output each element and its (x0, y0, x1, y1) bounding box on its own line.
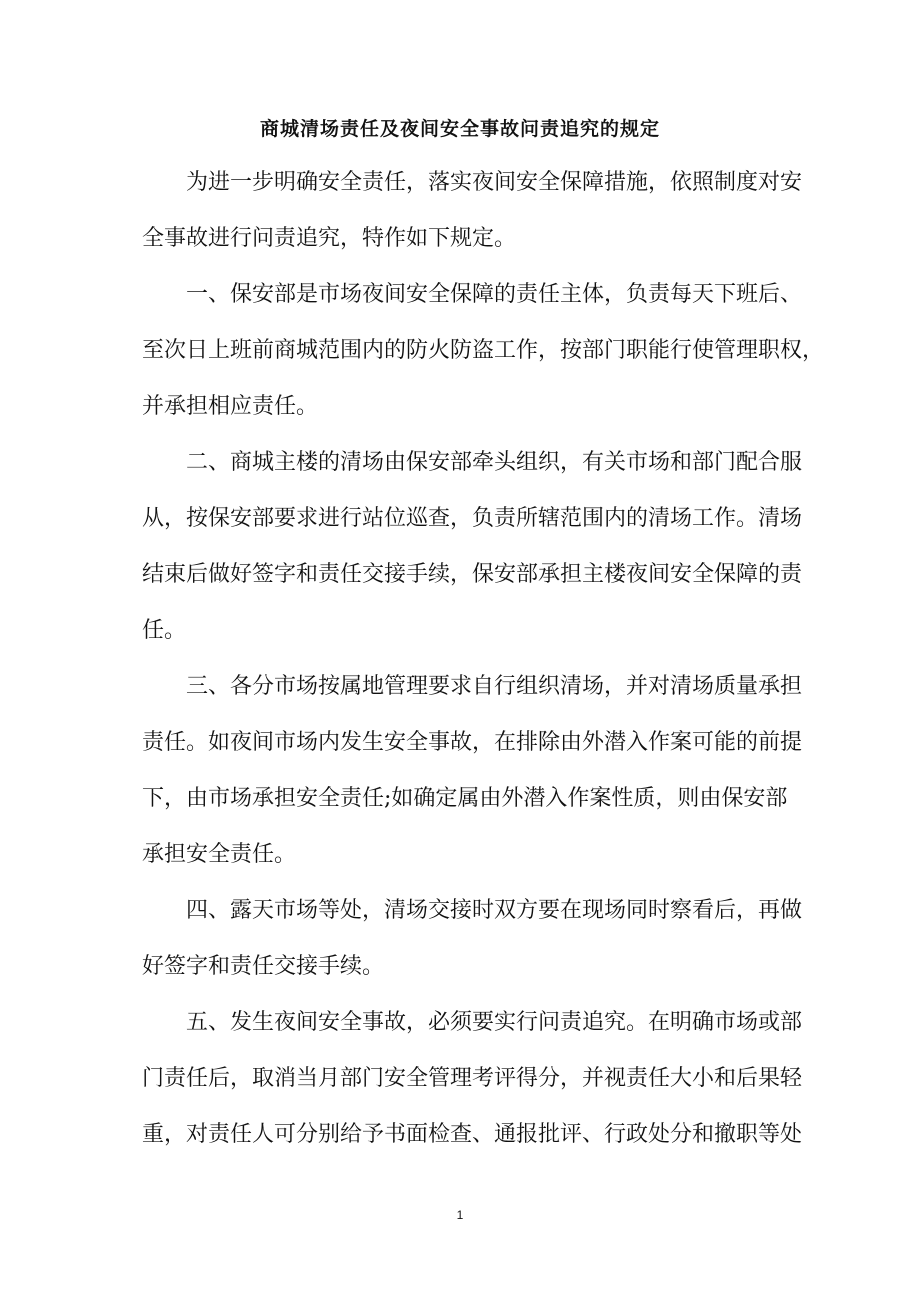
paragraph-line: 至次日上班前商城范围内的防火防盗工作，按部门职能行使管理职权， (142, 338, 825, 363)
paragraph-line: 门责任后，取消当月部门安全管理考评得分，并视责任大小和后果轻 (142, 1066, 803, 1091)
document-body (142, 166, 825, 1174)
paragraph-line: 任。 (142, 618, 187, 643)
document-title: 商城清场责任及夜间安全事故问责追究的规定 (259, 118, 660, 140)
paragraph-line: 结束后做好签字和责任交接手续，保安部承担主楼夜间安全保障的责 (142, 562, 803, 587)
paragraph-line: 为进一步明确安全责任，落实夜间安全保障措施，依照制度对安 (186, 170, 803, 195)
paragraph-line: 承担安全责任。 (142, 842, 297, 867)
paragraph-line: 责任。如夜间市场内发生安全事故，在排除由外潜入作案可能的前提 (142, 730, 803, 755)
paragraph-line: 三、各分市场按属地管理要求自行组织清场，并对清场质量承担 (186, 674, 803, 699)
paragraph-line: 好签字和责任交接手续。 (142, 954, 385, 979)
paragraph-line: 五、发生夜间安全事故，必须要实行问责追究。在明确市场或部 (186, 1010, 803, 1035)
paragraph-line: 并承担相应责任。 (142, 394, 319, 419)
paragraph-line: 下，由市场承担安全责任;如确定属由外潜入作案性质，则由保安部 (142, 786, 788, 811)
paragraph-line: 重，对责任人可分别给予书面检查、通报批评、行政处分和撤职等处 (142, 1122, 803, 1147)
paragraph-line: 四、露天市场等处，清场交接时双方要在现场同时察看后，再做 (186, 898, 803, 923)
page-number: 1 (456, 1208, 464, 1222)
paragraph-line: 一、保安部是市场夜间安全保障的责任主体，负责每天下班后、 (186, 282, 803, 307)
paragraph-line: 二、商城主楼的清场由保安部牵头组织，有关市场和部门配合服 (186, 450, 803, 475)
paragraph-line: 从，按保安部要求进行站位巡查，负责所辖范围内的清场工作。清场 (142, 506, 803, 531)
paragraph-line: 全事故进行问责追究，特作如下规定。 (142, 226, 517, 251)
